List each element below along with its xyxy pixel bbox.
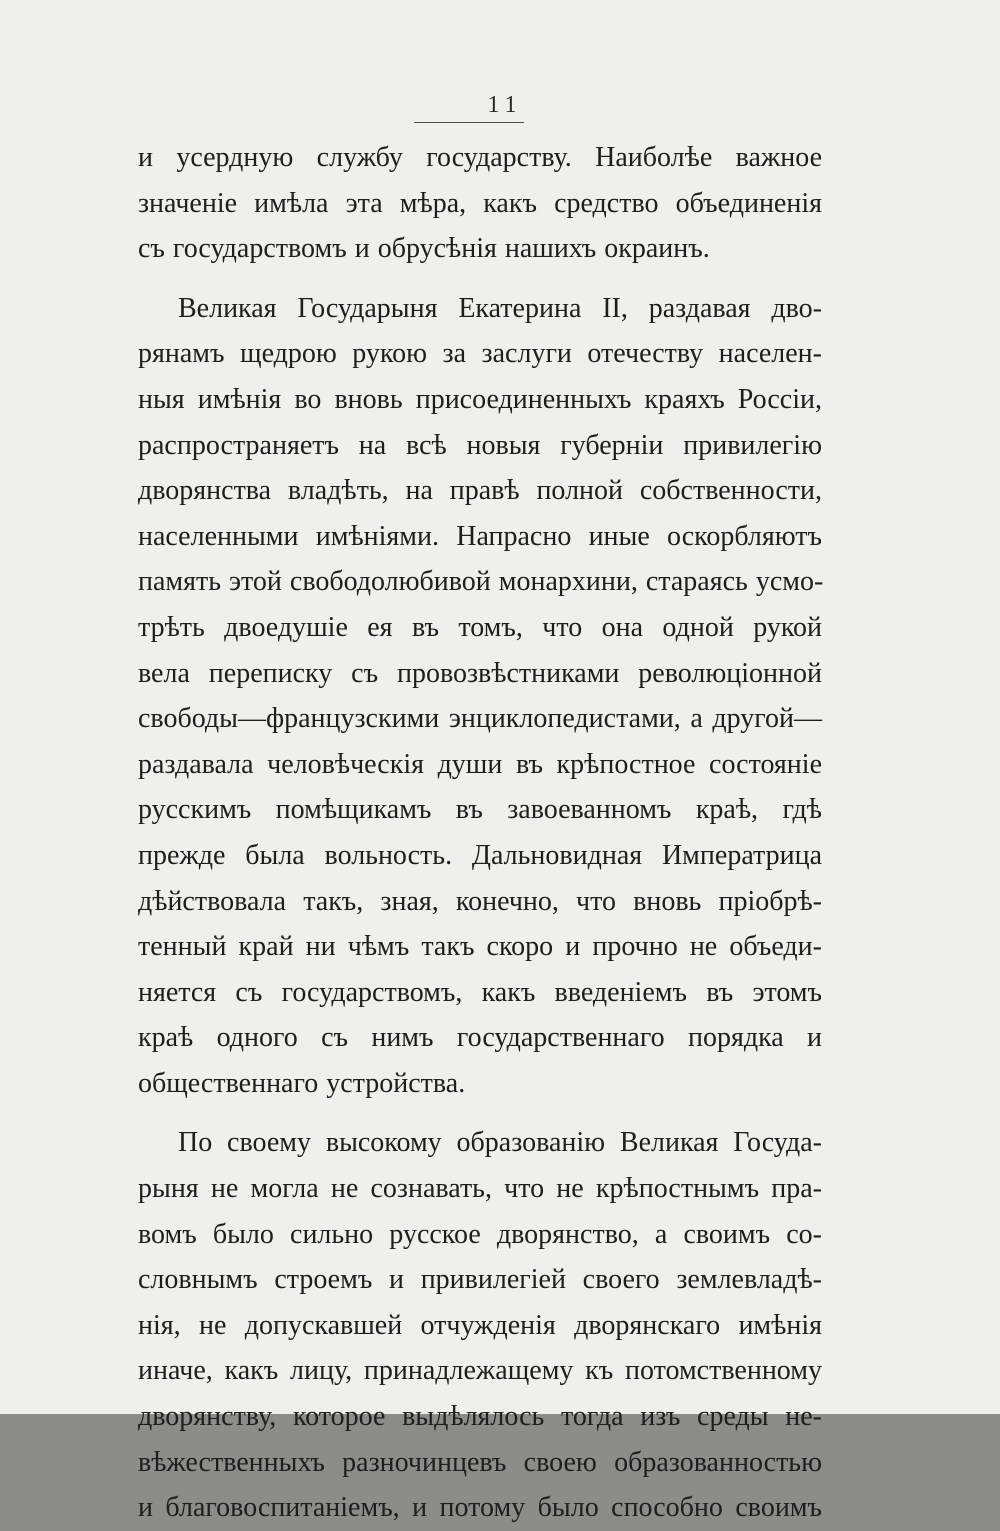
text-line: дворянству, которое выдѣлялось тогда изъ среды не- [138, 1401, 822, 1433]
text-line: иначе, какъ лицу, принадлежащему къ потомственному [138, 1355, 822, 1387]
text-line: рянамъ щедрою рукою за заслуги отечеству населен- [138, 338, 822, 370]
paragraph-gap [138, 272, 822, 286]
text-line: нiя, не допускавшей отчужденiя дворянскаго имѣнiя [138, 1309, 822, 1341]
text-line: дѣйствовала такъ, зная, конечно, что вновь прiобрѣ- [138, 885, 822, 917]
text-line: дворянства владѣть, на правѣ полной собственности, [138, 475, 822, 507]
text-line: вѣжественныхъ разночинцевъ своею образованностью [138, 1446, 822, 1478]
text-line: распространяетъ на всѣ новыя губернiи привилегiю [138, 429, 822, 461]
text-line: русскимъ помѣщикамъ въ завоеванномъ краѣ, гдѣ [138, 794, 822, 826]
text-line: общественнаго устройства. [138, 1067, 466, 1099]
text-line: населенными имѣнiями. Напрасно иные оскорбляютъ [138, 520, 822, 552]
paragraph-2 [138, 286, 822, 1107]
text-line: вомъ было сильно русское дворянство, а своимъ со- [138, 1218, 822, 1250]
text-line: ныя имѣнiя во вновь присоединенныхъ краяхъ Россiи, [138, 383, 822, 415]
text-line: няется съ государствомъ, какъ введенiемъ въ этомъ [138, 976, 822, 1008]
text-line: раздавала человѣческiя души въ крѣпостное состоянiе [138, 748, 822, 780]
text-line: и благовоспитанiемъ, и потому было способно своимъ [138, 1492, 822, 1524]
header-rule [414, 122, 524, 123]
text-line: память этой свободолюбивой монархини, стараясь усмо- [138, 566, 824, 598]
text-line: тенный край ни чѣмъ такъ скоро и прочно не объеди- [138, 931, 822, 963]
page-number: 11 [487, 92, 523, 118]
text-line: и усердную службу государству. Наиболѣе важное [138, 142, 822, 173]
text-line: прежде была вольность. Дальновидная Императрица [138, 839, 822, 871]
text-line: Великая Государыня Екатерина II, раздавая дво- [178, 292, 822, 324]
text-line: вела переписку съ провозвѣстниками революцiонной [138, 657, 822, 689]
text-line: значенiе имѣла эта мѣра, какъ средство объединенiя [138, 187, 822, 219]
text-line: краѣ одного съ нимъ государственнаго порядка и [138, 1022, 822, 1054]
text-line: словнымъ строемъ и привилегiей своего землевладѣ- [138, 1264, 822, 1296]
text-line: трѣть двоедушiе ея въ томъ, что она одной рукой [138, 611, 822, 643]
body-text [138, 135, 822, 1531]
paragraph-1 [138, 135, 822, 272]
text-line: съ государствомъ и обрусѣнiя нашихъ окраинъ. [138, 233, 710, 265]
paragraph-3 [138, 1120, 822, 1530]
text-line: По своему высокому образованiю Великая Госуда- [178, 1127, 822, 1159]
text-line: свободы—французскими энциклопедистами, а другой— [138, 703, 822, 735]
paragraph-gap [138, 1106, 822, 1120]
text-line: рыня не могла не сознавать, что не крѣпостнымъ пра- [138, 1173, 822, 1205]
